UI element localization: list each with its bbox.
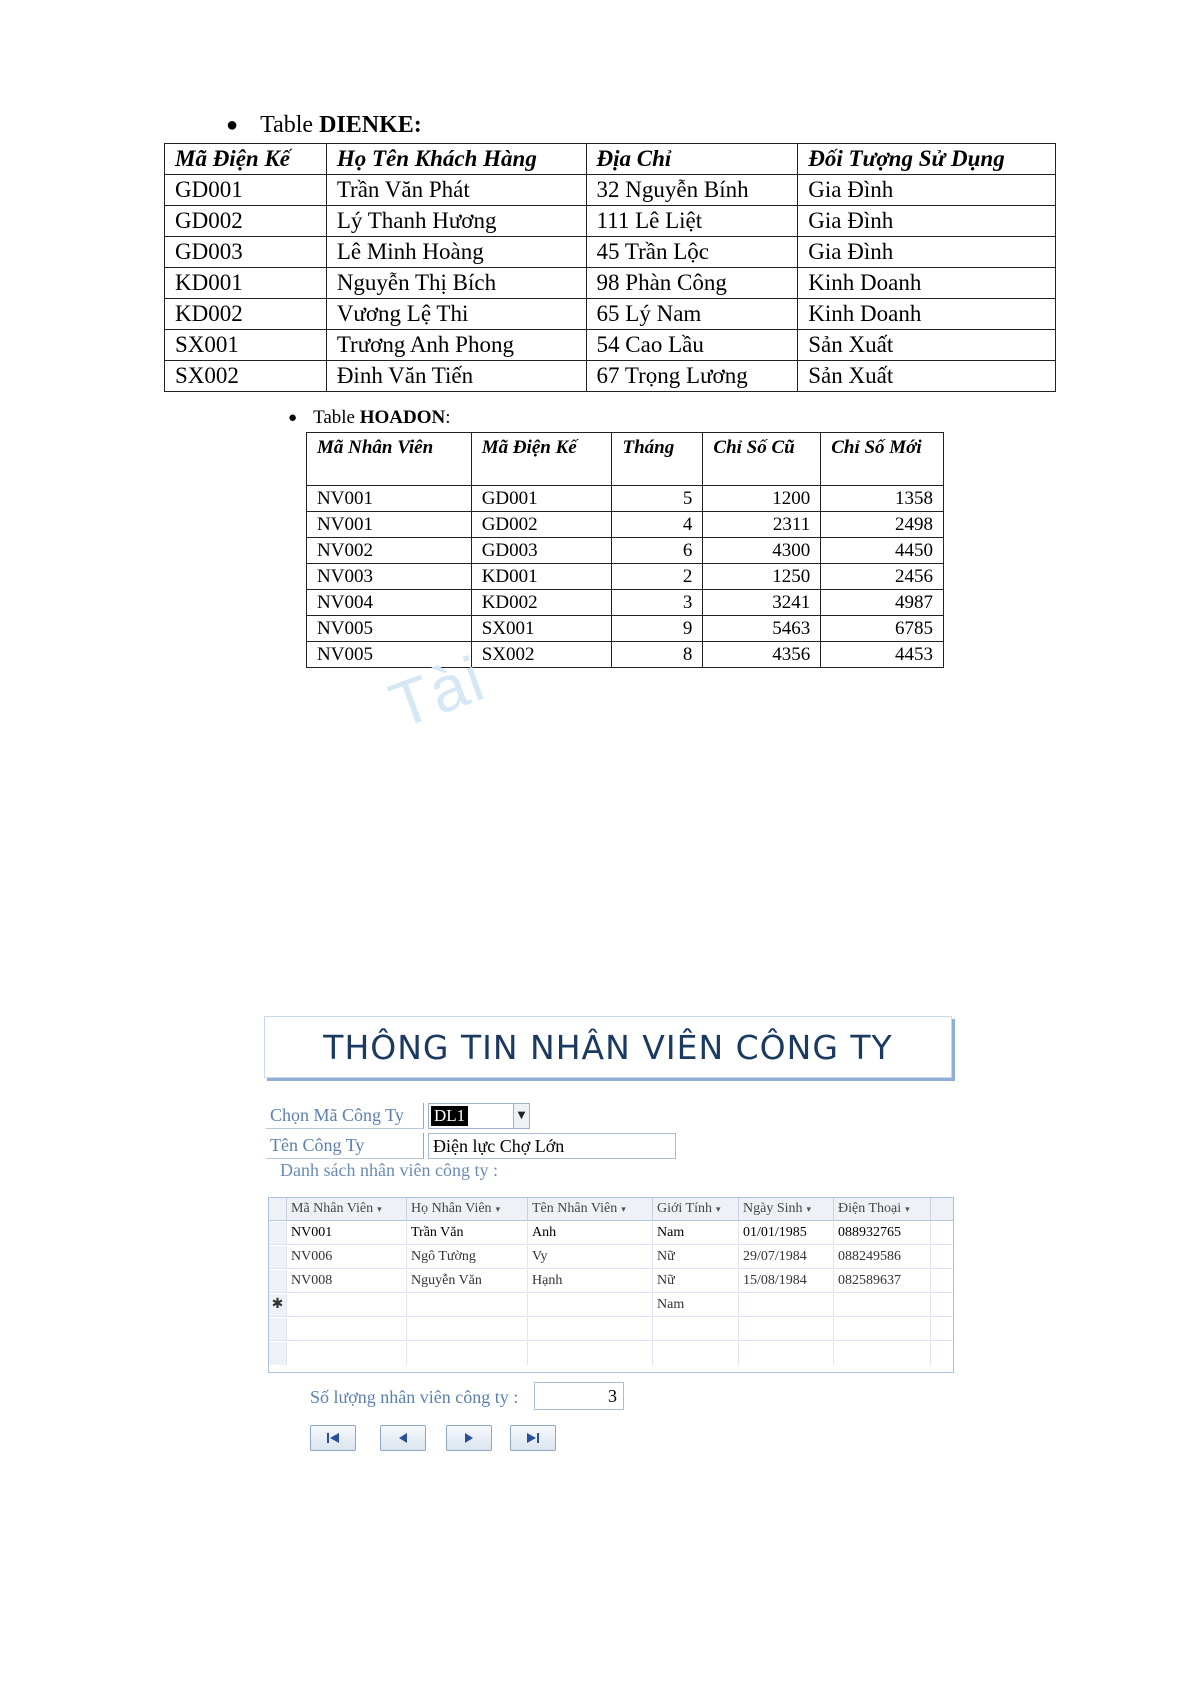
grid-column-header[interactable] xyxy=(287,1198,407,1220)
column-header: Mã Điện Kế xyxy=(165,144,327,175)
grid-header-label: Giới Tính xyxy=(657,1201,712,1216)
row-selector[interactable] xyxy=(269,1270,287,1292)
cell: 2311 xyxy=(703,512,821,538)
cell: 6 xyxy=(612,538,703,564)
table-header-row xyxy=(307,433,944,486)
cell: Nguyễn Thị Bích xyxy=(326,268,586,299)
employee-info-form xyxy=(262,1010,954,1460)
cell: 8 xyxy=(612,642,703,668)
table-row xyxy=(165,268,1056,299)
last-record-button[interactable] xyxy=(510,1425,556,1451)
cell: KD001 xyxy=(165,268,327,299)
cell xyxy=(287,1342,407,1365)
cell: Đinh Văn Tiến xyxy=(326,361,586,392)
previous-record-button[interactable] xyxy=(380,1425,426,1451)
cell: Gia Đình xyxy=(798,237,1056,268)
cell: 4987 xyxy=(821,590,944,616)
grid-header-label: Tên Nhân Viên xyxy=(532,1201,618,1216)
grid-column-header[interactable] xyxy=(653,1198,739,1220)
cell: SX002 xyxy=(165,361,327,392)
cell: Kinh Doanh xyxy=(798,299,1056,330)
first-record-icon xyxy=(326,1432,340,1444)
table-row xyxy=(307,642,944,668)
employee-count-label: Số lượng nhân viên công ty : xyxy=(310,1387,519,1407)
cell xyxy=(528,1318,653,1340)
bullet-icon: ● xyxy=(288,409,298,426)
row-selector xyxy=(269,1342,287,1365)
employee-datasheet[interactable] xyxy=(268,1197,954,1373)
cell: Lý Thanh Hương xyxy=(326,206,586,237)
cell xyxy=(653,1318,739,1340)
cell[interactable]: Nam xyxy=(653,1294,739,1316)
cell[interactable] xyxy=(528,1294,653,1316)
cell xyxy=(407,1342,528,1365)
hoadon-table xyxy=(306,432,944,668)
cell: 45 Trần Lộc xyxy=(586,237,798,268)
cell: GD002 xyxy=(165,206,327,237)
caption-prefix: Table xyxy=(313,407,355,428)
cell[interactable]: 15/08/1984 xyxy=(739,1270,834,1292)
cell: 1250 xyxy=(703,564,821,590)
cell: 9 xyxy=(612,616,703,642)
bullet-icon: ● xyxy=(226,114,239,136)
new-record-icon: ✱ xyxy=(269,1294,287,1316)
dropdown-arrow-icon[interactable]: ▾ xyxy=(377,1205,382,1215)
cell: 4453 xyxy=(821,642,944,668)
form-title: THÔNG TIN NHÂN VIÊN CÔNG TY xyxy=(264,1016,952,1078)
cell: SX001 xyxy=(165,330,327,361)
cell: GD001 xyxy=(165,175,327,206)
table-hoadon-caption xyxy=(288,407,451,429)
cell: NV001 xyxy=(307,486,472,512)
table-row xyxy=(165,206,1056,237)
cell[interactable]: Anh xyxy=(528,1222,653,1244)
dienke-table xyxy=(164,143,1056,392)
grid-column-header[interactable] xyxy=(528,1198,653,1220)
first-record-button[interactable] xyxy=(310,1425,356,1451)
empty-row xyxy=(269,1318,953,1341)
cell: Gia Đình xyxy=(798,175,1056,206)
cell: 111 Lê Liệt xyxy=(586,206,798,237)
cell: 5 xyxy=(612,486,703,512)
cell: 4300 xyxy=(703,538,821,564)
grid-header-label: Điện Thoại xyxy=(838,1201,902,1216)
cell: 4 xyxy=(612,512,703,538)
cell[interactable]: Hạnh xyxy=(528,1270,653,1292)
cell[interactable]: 082589637 xyxy=(834,1270,931,1292)
cell[interactable] xyxy=(834,1294,931,1316)
table-header-row xyxy=(165,144,1056,175)
cell[interactable]: Ngô Tường xyxy=(407,1246,528,1268)
row-selector[interactable] xyxy=(269,1222,287,1244)
cell[interactable]: NV006 xyxy=(287,1246,407,1268)
cell: Sản Xuất xyxy=(798,361,1056,392)
table-row xyxy=(307,486,944,512)
cell: Vương Lệ Thi xyxy=(326,299,586,330)
cell: Gia Đình xyxy=(798,206,1056,237)
caption-name: HOADON xyxy=(359,407,446,428)
cell: GD003 xyxy=(165,237,327,268)
cell: 2498 xyxy=(821,512,944,538)
employee-count-field[interactable]: 3 xyxy=(534,1382,624,1410)
cell: 32 Nguyễn Bính xyxy=(586,175,798,206)
company-name-field[interactable]: Điện lực Chợ Lớn xyxy=(428,1133,676,1159)
cell: NV002 xyxy=(307,538,472,564)
cell xyxy=(407,1318,528,1340)
caption-suffix: : xyxy=(445,407,451,428)
cell[interactable] xyxy=(407,1294,528,1316)
table-row xyxy=(307,564,944,590)
cell: Sản Xuất xyxy=(798,330,1056,361)
table-row xyxy=(307,590,944,616)
table-row xyxy=(307,512,944,538)
table-row xyxy=(307,616,944,642)
row-selector[interactable] xyxy=(269,1246,287,1268)
cell: Lê Minh Hoàng xyxy=(326,237,586,268)
cell: 65 Lý Nam xyxy=(586,299,798,330)
cell: NV001 xyxy=(307,512,472,538)
table-row xyxy=(307,538,944,564)
table-row xyxy=(165,361,1056,392)
chevron-down-icon[interactable]: ▼ xyxy=(513,1104,529,1128)
cell: 4450 xyxy=(821,538,944,564)
previous-record-icon xyxy=(397,1432,409,1444)
cell[interactable] xyxy=(739,1294,834,1316)
cell: 67 Trọng Lương xyxy=(586,361,798,392)
column-header: Chỉ Số Cũ xyxy=(703,433,821,486)
new-record-row[interactable] xyxy=(269,1294,953,1317)
cell: KD002 xyxy=(471,590,612,616)
cell xyxy=(739,1342,834,1365)
cell[interactable]: 29/07/1984 xyxy=(739,1246,834,1268)
table-row[interactable] xyxy=(269,1222,953,1245)
cell: Kinh Doanh xyxy=(798,268,1056,299)
company-code-label: Chọn Mã Công Ty xyxy=(266,1103,424,1129)
grid-column-header[interactable] xyxy=(739,1198,834,1220)
cell: 5463 xyxy=(703,616,821,642)
cell xyxy=(834,1342,931,1365)
caption-name: DIENKE: xyxy=(319,112,422,138)
table-row xyxy=(165,299,1056,330)
grid-column-header[interactable] xyxy=(407,1198,528,1220)
cell: 1358 xyxy=(821,486,944,512)
cell[interactable]: 088249586 xyxy=(834,1246,931,1268)
cell[interactable]: Nguyễn Văn xyxy=(407,1270,528,1292)
cell xyxy=(653,1342,739,1365)
grid-column-header[interactable] xyxy=(834,1198,931,1220)
grid-header-label: Mã Nhân Viên xyxy=(291,1201,374,1216)
dropdown-arrow-icon[interactable]: ▾ xyxy=(495,1205,501,1215)
column-header: Tháng xyxy=(612,433,703,486)
caption-prefix: Table xyxy=(260,112,314,138)
cell[interactable]: Nữ xyxy=(653,1246,739,1268)
cell: 1200 xyxy=(703,486,821,512)
cell: Trần Văn Phát xyxy=(326,175,586,206)
row-selector xyxy=(269,1318,287,1340)
company-code-value: DL1 xyxy=(431,1106,468,1126)
watermark: Tài xyxy=(380,641,495,743)
cell: 6785 xyxy=(821,616,944,642)
column-header: Họ Tên Khách Hàng xyxy=(326,144,586,175)
table-dienke-caption xyxy=(226,112,422,139)
dropdown-arrow-icon[interactable]: ▾ xyxy=(905,1205,910,1215)
table-row xyxy=(165,175,1056,206)
table-row xyxy=(165,330,1056,361)
column-header: Đối Tượng Sử Dụng xyxy=(798,144,1056,175)
grid-header-label: Ngày Sinh xyxy=(743,1201,803,1216)
cell: SX001 xyxy=(471,616,612,642)
select-all-corner[interactable] xyxy=(269,1198,287,1220)
cell: 2 xyxy=(612,564,703,590)
cell[interactable]: NV008 xyxy=(287,1270,407,1292)
cell: 54 Cao Lầu xyxy=(586,330,798,361)
cell: Trương Anh Phong xyxy=(326,330,586,361)
cell[interactable]: Vy xyxy=(528,1246,653,1268)
company-code-combobox[interactable] xyxy=(428,1103,530,1129)
last-record-icon xyxy=(526,1432,540,1444)
next-record-button[interactable] xyxy=(446,1425,492,1451)
cell[interactable]: Nam xyxy=(653,1222,739,1244)
table-row[interactable] xyxy=(269,1270,953,1293)
company-name-label: Tên Công Ty xyxy=(266,1133,424,1159)
dropdown-arrow-icon[interactable]: ▾ xyxy=(621,1205,626,1215)
cell[interactable]: Trần Văn xyxy=(407,1222,528,1244)
employee-list-label: Danh sách nhân viên công ty : xyxy=(280,1160,498,1180)
column-header: Địa Chỉ xyxy=(586,144,798,175)
table-row xyxy=(165,237,1056,268)
empty-row xyxy=(269,1342,953,1365)
cell: 4356 xyxy=(703,642,821,668)
cell: 98 Phàn Công xyxy=(586,268,798,299)
dropdown-arrow-icon[interactable]: ▾ xyxy=(715,1205,721,1215)
cell: 3241 xyxy=(703,590,821,616)
cell xyxy=(739,1318,834,1340)
cell: SX002 xyxy=(471,642,612,668)
cell[interactable]: 088932765 xyxy=(834,1222,931,1244)
cell: 2456 xyxy=(821,564,944,590)
cell: GD002 xyxy=(471,512,612,538)
cell: NV005 xyxy=(307,616,472,642)
cell xyxy=(834,1318,931,1340)
cell[interactable]: Nữ xyxy=(653,1270,739,1292)
cell: 3 xyxy=(612,590,703,616)
table-row[interactable] xyxy=(269,1246,953,1269)
column-header: Mã Điện Kế xyxy=(471,433,612,486)
cell: NV005 xyxy=(307,642,472,668)
grid-header-label: Họ Nhân Viên xyxy=(411,1201,492,1216)
cell xyxy=(528,1342,653,1365)
next-record-icon xyxy=(463,1432,475,1444)
cell: GD003 xyxy=(471,538,612,564)
cell xyxy=(287,1318,407,1340)
cell[interactable]: NV001 xyxy=(287,1222,407,1244)
cell: KD002 xyxy=(165,299,327,330)
cell[interactable]: 01/01/1985 xyxy=(739,1222,834,1244)
cell: GD001 xyxy=(471,486,612,512)
cell: KD001 xyxy=(471,564,612,590)
grid-header-row xyxy=(269,1198,953,1221)
cell[interactable] xyxy=(287,1294,407,1316)
dropdown-arrow-icon[interactable]: ▾ xyxy=(806,1205,812,1215)
cell: NV003 xyxy=(307,564,472,590)
cell: NV004 xyxy=(307,590,472,616)
column-header: Chỉ Số Mới xyxy=(821,433,944,486)
column-header: Mã Nhân Viên xyxy=(307,433,472,486)
